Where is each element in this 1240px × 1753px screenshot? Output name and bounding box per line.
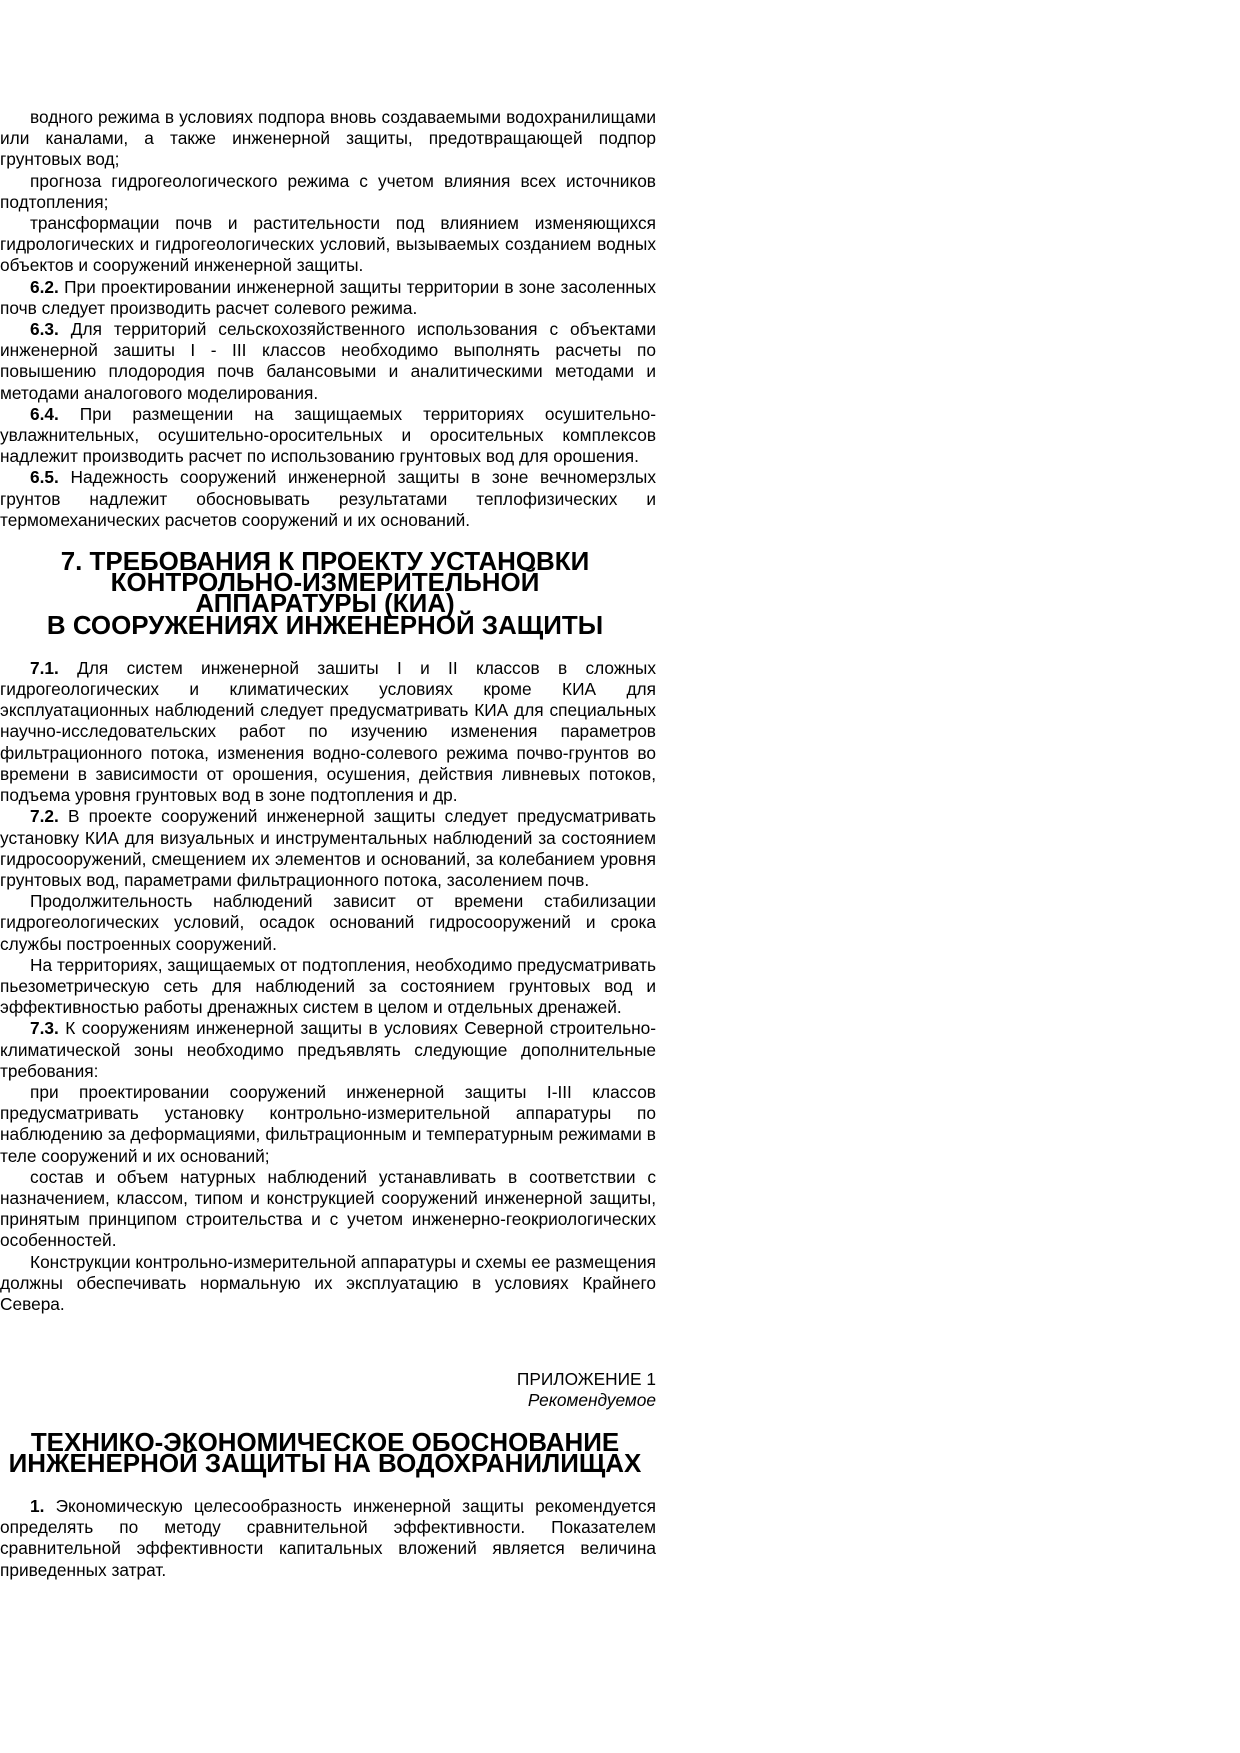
clause-6-3 — [0, 319, 656, 404]
clause-number: 1. — [30, 1495, 45, 1516]
intro-paragraph-3: трансформации почв и растительности под влиянием изменяющихся гидрологических и гидрогеологических условий, вызываемых созданием водных объектов и сооружений инженерной защиты. — [0, 213, 656, 276]
appendix-note: Рекомендуемое — [527, 1390, 656, 1411]
spacer — [0, 1475, 656, 1496]
clause-text: Для систем инженерной зашиты I и II классов в сложных гидрогеологических и климатических условиях кроме КИА для эксплуатационных наблюдений следует предусматривать КИА для специальных научно-исследовательских работ по изучению изменения параметров фильтрационного потока, изменения водно-солевого режима почво-грунтов во времени в зависимости от орошения, осушения, действия ливневых потоков, подъема уровня грунтовых вод в зоне подтопления и др. — [0, 657, 656, 806]
clause-7-3 — [0, 1018, 656, 1082]
clause-text: При проектировании инженерной защиты территории в зоне засоленных почв следует производить расчет солевого режима. — [0, 276, 656, 318]
clause-7-2 — [0, 806, 656, 891]
clause-6-2 — [0, 277, 656, 319]
spacer — [0, 1315, 656, 1369]
heading-line: 7. ТРЕБОВАНИЯ К ПРОЕКТУ УСТАНОВКИ — [60, 548, 590, 577]
clause-number: 6.5. — [30, 467, 59, 488]
heading-line: В СООРУЖЕНИЯХ ИНЖЕНЕРНОЙ ЗАЩИТЫ — [46, 611, 604, 640]
intro-paragraph-1: водного режима в условиях подпора вновь создаваемыми водохранилищами или каналами, а также инженерной защиты, предотвращающей подпор грунтовых вод; — [0, 107, 656, 170]
clause-7-3-item-2: состав и объем натурных наблюдений устанавливать в соответствии с назначением, классом, типом и конструкцией сооружений инженерной защиты, принятым принципом строительства и с учетом инженерно-геокриологических особенностей. — [0, 1166, 656, 1251]
appendix-heading — [0, 1428, 656, 1478]
heading-line: КОНТРОЛЬНО-ИЗМЕРИТЕЛЬНОЙ — [110, 569, 540, 598]
clause-6-4 — [0, 404, 656, 468]
intro-paragraph-2: прогноза гидрогеологического режима с учетом влияния всех источников подтопления; — [0, 170, 656, 212]
clause-number: 6.2. — [30, 276, 59, 297]
clause-number: 7.1. — [30, 657, 59, 678]
section-7-heading — [0, 548, 656, 640]
appendix-clause-1 — [0, 1496, 656, 1581]
clause-7-1 — [0, 658, 656, 806]
clause-number: 7.3. — [30, 1018, 59, 1039]
heading-line: ИНЖЕНЕРНОЙ ЗАЩИТЫ НА ВОДОХРАНИЛИЩАХ — [8, 1449, 642, 1478]
clause-text: Для территорий сельскохозяйственного использования с объектами инженерной зашиты I - III классов необходимо выполнять расчеты по повышению плодородия почв балансовыми и аналитическими методами и методами аналогового моделирования. — [0, 319, 657, 403]
clause-text: В проекте сооружений инженерной защиты следует предусматривать установку КИА для визуальных и инструментальных наблюдений за состоянием гидросооружений, смещением их элементов и оснований, за колебанием уровня грунтовых вод, параметрами фильтрационного потока, засолением почв. — [0, 806, 657, 890]
heading-line: АППАРАТУРЫ (КИА) — [195, 590, 455, 619]
clause-text: К сооружениям инженерной защиты в условиях Северной строительно-климатической зоны необходимо предъявлять следующие дополнительные требования: — [0, 1018, 656, 1081]
clause-number: 7.2. — [30, 806, 59, 827]
spacer — [0, 637, 656, 658]
clause-7-2-piezometers: На территориях, защищаемых от подтопления, необходимо предусматривать пьезометрическую сеть для наблюдений за состоянием грунтовых вод и эффективностью работы дренажных систем в целом и отдельных дренажей. — [0, 954, 656, 1018]
clause-number: 6.3. — [30, 319, 59, 340]
clause-7-3-item-3: Конструкции контрольно-измерительной аппаратуры и схемы ее размещения должны обеспечивать нормальную их эксплуатацию в условиях Крайнего Севера. — [0, 1251, 656, 1314]
clause-number: 6.4. — [30, 403, 59, 424]
clause-text: При размещении на защищаемых территориях осушительно-увлажнительных, осушительно-оросительных и оросительных комплексов надлежит производить расчет по использованию грунтовых вод для орошения. — [0, 403, 656, 467]
clause-text: Экономическую целесообразность инженерной защиты рекомендуется определять по методу сравнительной эффективности. Показателем сравнительной эффективности капитальных вложений является величина приведенных затрат. — [0, 1495, 656, 1580]
clause-7-2-duration: Продолжительность наблюдений зависит от времени стабилизации гидрогеологических условий, осадок оснований гидросооружений и срока службы построенных сооружений. — [0, 891, 656, 954]
clause-text: Надежность сооружений инженерной защиты в зоне вечномерзлых грунтов надлежит обосновывать результатами теплофизических и термомеханических расчетов сооружений и их оснований. — [0, 467, 656, 530]
document-page — [0, 107, 656, 1581]
heading-line: ТЕХНИКО-ЭКОНОМИЧЕСКОЕ ОБОСНОВАНИЕ — [30, 1428, 620, 1457]
appendix-label: ПРИЛОЖЕНИЕ 1 — [516, 1369, 656, 1390]
clause-7-3-item-1: при проектировании сооружений инженерной защиты I-III классов предусматривать установку контрольно-измерительной аппаратуры по наблюдению за деформациями, фильтрационным и температурным режимами в теле сооружений и их оснований; — [0, 1081, 656, 1166]
clause-6-5 — [0, 467, 656, 531]
